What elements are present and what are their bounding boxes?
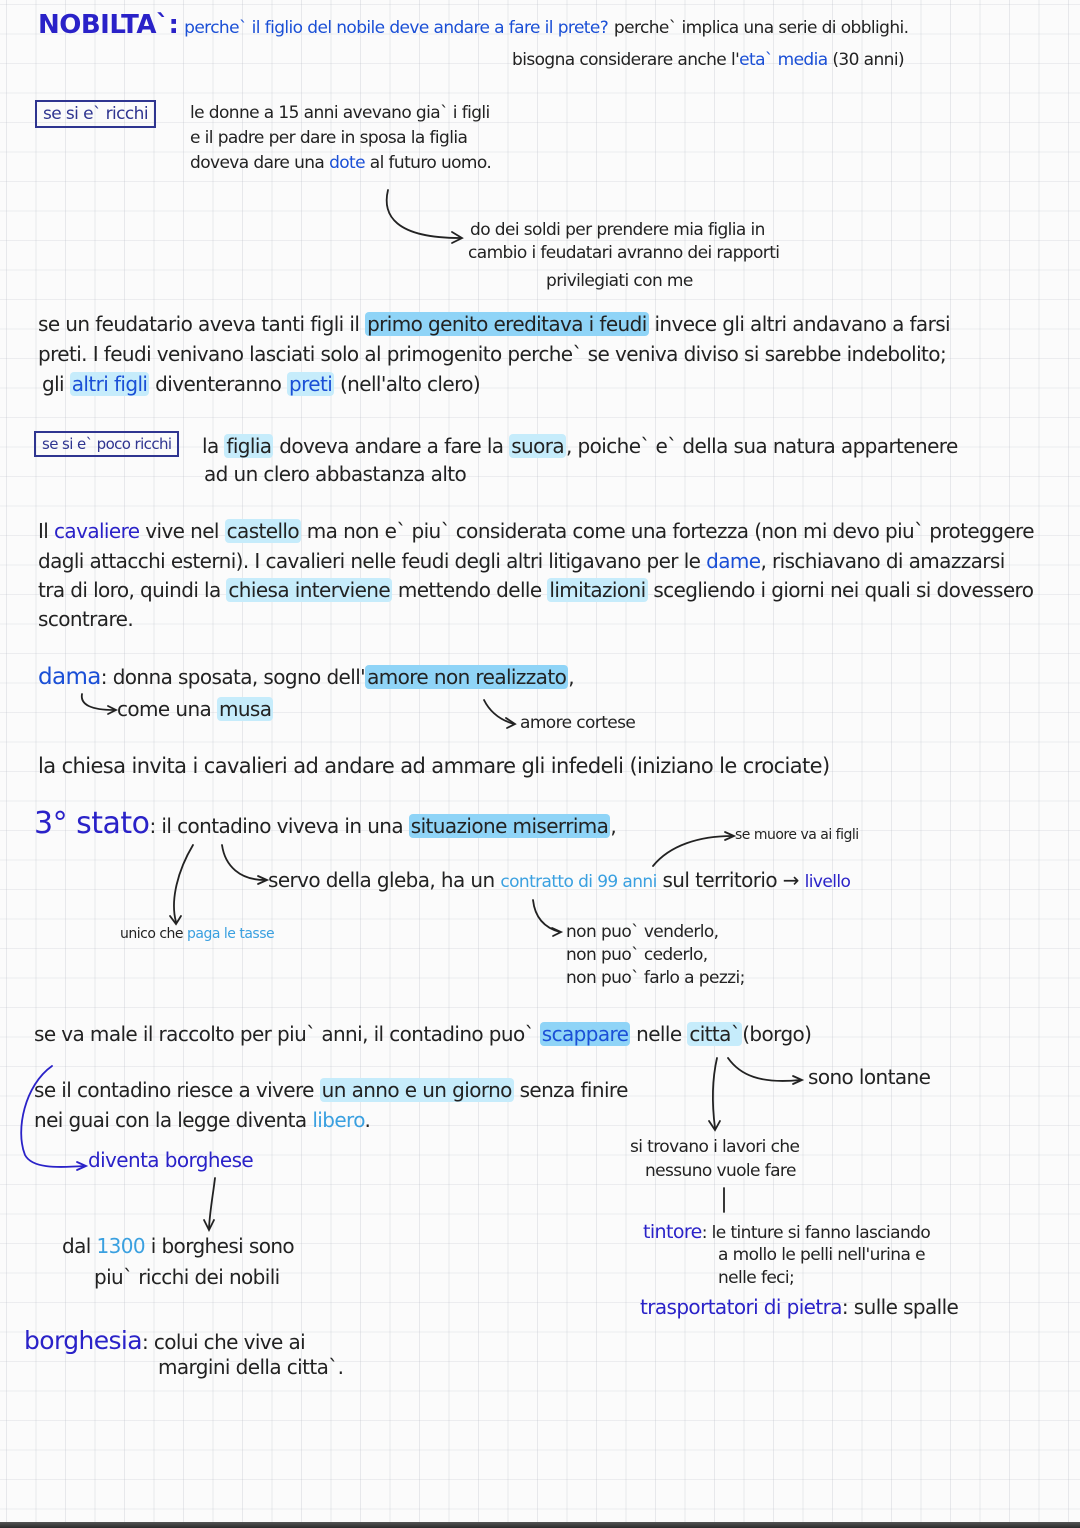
- borghesia-term: borghesia: [24, 1326, 142, 1355]
- ricchi-line-2: e il padre per dare in sposa la figlia: [190, 128, 468, 148]
- crociate-line: la chiesa invita i cavalieri ad andare ad ammare gli infedeli (iniziano le crociate): [38, 754, 830, 778]
- lavori-line-2: nessuno vuole fare: [645, 1161, 796, 1181]
- cavaliere-line-4: scontrare.: [38, 607, 134, 631]
- feudatario-line-2: preti. I feudi venivano lasciati solo al primogenito perche` se veniva diviso si sarebbe indebolito;: [38, 342, 947, 366]
- non-puo-line-3: non puo` farlo a pezzi;: [566, 968, 745, 988]
- tintore-line-2: a mollo le pelli nell'urina e: [718, 1245, 925, 1265]
- dame-keyword: dame: [706, 549, 761, 573]
- non-puo-line-2: non puo` cederlo,: [566, 945, 708, 965]
- feudatario-line-1: se un feudatario aveva tanti figli il primo genito ereditava i feudi invece gli altri andavano a farsi: [38, 312, 950, 336]
- tintore-line-1: tintore: le tinture si fanno lasciando: [643, 1221, 931, 1243]
- box-se-si-e-poco-ricchi: se si e` poco ricchi: [34, 431, 179, 457]
- cavaliere-line-2: dagli attacchi esterni). I cavalieri nelle feudi degli altri litigavano per le dame, rischiavano di amazzarsi: [38, 549, 1005, 573]
- nobilta-answer: perche` implica una serie di obblighi.: [613, 18, 909, 38]
- anno-e-giorno-highlight: un anno e un giorno: [321, 1078, 512, 1102]
- musa-highlight: musa: [218, 697, 272, 721]
- section-heading-nobilta: NOBILTA`:: [38, 10, 179, 40]
- libero-line-1: se il contadino riesce a vivere un anno e un giorno senza finire: [34, 1078, 628, 1102]
- dote-note-line-1: do dei soldi per prendere mia figlia in: [470, 220, 765, 240]
- poco-ricchi-line-1: la figlia doveva andare a fare la suora , poiche` e` della sua natura appartenere: [202, 434, 958, 458]
- raccolto-line: se va male il raccolto per piu` anni, il contadino puo` scappare nelle citta` (borgo): [34, 1022, 812, 1046]
- se-muore-note: se muore va ai figli: [735, 827, 859, 843]
- dote-keyword: dote: [329, 153, 365, 173]
- libero-line-2: nei guai con la legge diventa libero.: [34, 1108, 371, 1132]
- eta-media-line: bisogna considerare anche l'eta` media (30 anni): [512, 50, 904, 70]
- arrow-amore-cortese-icon: [484, 700, 514, 724]
- dal-1300-line-2: piu` ricchi dei nobili: [94, 1265, 280, 1289]
- citta-highlight: citta`: [689, 1022, 741, 1046]
- nobilta-question: perche` il figlio del nobile deve andare a fare il prete?: [184, 18, 609, 38]
- trasportatori-line: trasportatori di pietra: sulle spalle: [640, 1295, 959, 1319]
- cavaliere-line-1: Il cavaliere vive nel castello ma non e` piu` considerata come una fortezza (non mi devo piu` proteggere: [38, 519, 1034, 543]
- eta-media-keyword: eta` media: [739, 50, 828, 70]
- livello-keyword: livello: [804, 872, 851, 892]
- dote-note-line-2: cambio i feudatari avranno dei rapporti: [468, 243, 780, 263]
- ricchi-line-1: le donne a 15 anni avevano gia` i figli: [190, 103, 490, 123]
- tintore-term: tintore: [643, 1221, 702, 1243]
- cavaliere-line-3: tra di loro, quindi la chiesa interviene mettendo delle limitazioni scegliendo i giorni nei quali si dovessero: [38, 578, 1034, 602]
- servo-gleba-line: servo della gleba, ha un contratto di 99 anni sul territorio → livello: [268, 868, 851, 892]
- chiesa-interviene-highlight: chiesa interviene: [228, 578, 391, 602]
- sono-lontane-note: sono lontane: [808, 1065, 931, 1089]
- dama-definition: dama: donna sposata, sogno dell' amore non realizzato ,: [38, 664, 574, 690]
- figlia-highlight: figlia: [226, 434, 272, 458]
- arrow-dote-icon: [387, 190, 460, 238]
- dote-note-line-3: privilegiati con me: [546, 271, 693, 291]
- altri-figli-highlight: altri figli: [71, 372, 148, 396]
- arrow-lontane-icon: [728, 1058, 800, 1081]
- tintore-line-3: nelle feci;: [718, 1268, 795, 1288]
- dal-1300-line-1: dal 1300 i borghesi sono: [62, 1234, 295, 1258]
- dama-branch-amore-cortese: amore cortese: [520, 713, 636, 733]
- limitazioni-highlight: limitazioni: [549, 578, 646, 602]
- suora-highlight: suora: [511, 434, 565, 458]
- arrow-tasse-icon: [174, 845, 193, 922]
- situazione-miserrima-highlight: situazione miserrima: [410, 814, 609, 838]
- borghesia-line-1: borghesia: colui che vive ai: [24, 1326, 306, 1355]
- contratto-keyword: contratto di 99 anni: [500, 872, 657, 892]
- poco-ricchi-line-2: ad un clero abbastanza alto: [204, 462, 467, 486]
- paga-tasse-keyword: paga le tasse: [187, 926, 275, 942]
- dama-term: dama: [38, 664, 101, 690]
- non-puo-line-1: non puo` venderlo,: [566, 922, 719, 942]
- preti-highlight: preti: [289, 372, 333, 396]
- arrow-musa-icon: [82, 694, 114, 710]
- section-heading-terzo-stato: 3° stato: [34, 806, 150, 841]
- year-1300: 1300: [96, 1234, 145, 1258]
- nobilta-line: [38, 10, 908, 41]
- lavori-line-1: si trovano i lavori che: [630, 1137, 800, 1157]
- diventa-borghese: diventa borghese: [88, 1148, 254, 1172]
- terzo-stato-line: 3° stato: il contadino viveva in una situazione miserrima ,: [34, 806, 617, 841]
- arrow-lavori-icon: [713, 1058, 717, 1128]
- arrow-servo-icon: [222, 845, 265, 880]
- arrow-non-puo-icon: [533, 900, 560, 932]
- amore-non-realizzato-highlight: amore non realizzato: [367, 665, 567, 689]
- paga-tasse-note: unico che paga le tasse: [120, 926, 275, 942]
- arrow-1300-icon: [209, 1178, 215, 1228]
- page-bottom-edge: [0, 1522, 1080, 1528]
- cavaliere-keyword: cavaliere: [54, 519, 140, 543]
- box-se-si-e-ricchi: se si e` ricchi: [35, 100, 156, 128]
- trasportatori-term: trasportatori di pietra: [640, 1295, 842, 1319]
- borghesia-line-2: margini della citta`.: [158, 1355, 344, 1379]
- libero-keyword: libero: [312, 1108, 365, 1132]
- ricchi-line-3: doveva dare una dote al futuro uomo.: [190, 153, 492, 173]
- feudatario-line-3: gli altri figli diventeranno preti (nell'alto clero): [42, 372, 481, 396]
- scappare-highlight: scappare: [541, 1022, 629, 1046]
- primogenito-highlight: primo genito ereditava i feudi: [367, 312, 647, 336]
- arrow-muore-icon: [653, 836, 732, 866]
- dama-branch-musa: come una musa: [117, 697, 272, 721]
- castello-highlight: castello: [226, 519, 300, 543]
